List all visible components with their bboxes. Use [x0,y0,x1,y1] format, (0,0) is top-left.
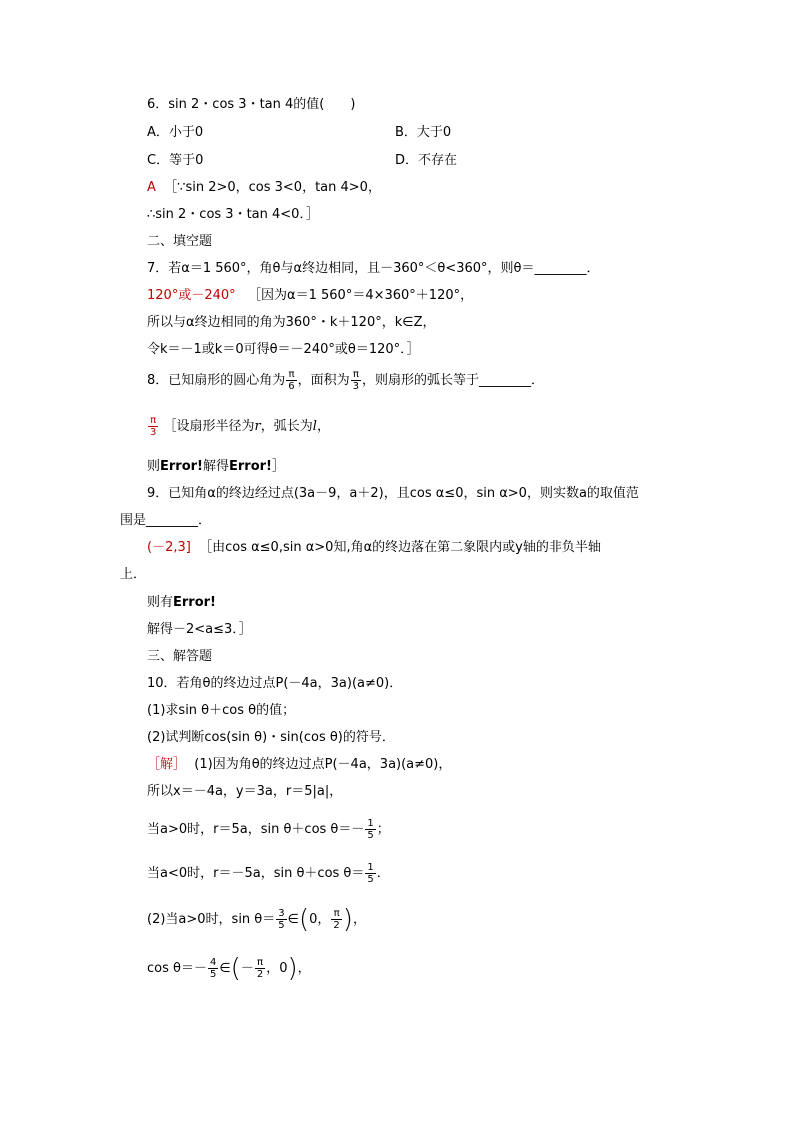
q10-text: ，0 [266,961,288,976]
q8-answer-line [147,415,330,438]
q10-text: ． [376,866,390,881]
fraction-numerator: 3 [278,908,285,919]
q9-explain-1b: 上． [120,567,147,582]
q7-stem: 7．若α＝1 560°，角θ与α终边相同，且－360°＜θ<360°，则θ＝________． [147,261,600,276]
q10-solution-4 [147,862,390,885]
q7-answer-line [147,287,473,305]
q10-fraction [331,908,341,931]
right-paren: ) [287,953,298,984]
q10-solution-2: 所以x＝－4a，y＝3a，r＝5|a|， [147,784,343,799]
fraction-denominator: 6 [288,381,295,392]
q10-text: － [240,961,254,976]
q8-fraction-angle [286,369,296,392]
q8-explain-text: ， [316,419,330,434]
fraction-numerator: 1 [367,818,374,829]
fraction-numerator: π [351,369,361,381]
left-paren: ( [298,904,310,935]
q10-fraction [255,957,265,980]
q10-fraction [365,862,375,885]
q10-text: (2)当a>0时，sin θ＝ [147,912,276,927]
q8-explain-text: 解得 [203,459,230,474]
q7-explain-3: 令k＝－1或k＝0可得θ＝－240°或θ＝120°．］ [147,342,420,357]
q9-explain-2 [147,594,216,612]
fraction-numerator: π [148,415,158,427]
q8-explain-2 [147,458,285,476]
q10-text: 当a>0时，r＝5a，sin θ＋cos θ＝－ [147,822,365,837]
q6-option-b: B．大于0 [395,125,452,140]
q8-stem-c: ，则扇形的弧长等于________． [362,373,545,388]
q10-solution-6 [147,953,311,984]
q8-stem [147,369,544,392]
q10-part-1: (1)求sin θ＋cos θ的值； [147,703,296,718]
q8-answer-fraction [148,415,158,438]
q8-explain-text: 则 [147,459,161,474]
q8-stem-b: ，面积为 [297,373,350,388]
section-fill-in-title: 二、填空题 [147,234,213,249]
q8-var-l: l [312,419,317,434]
q6-stem: 6．sin 2・cos 3・tan 4的值( ) [147,97,356,112]
q10-stem: 10．若角θ的终边过点P(－4a，3a)(a≠0)． [147,676,403,691]
q6-answer-line [147,179,381,197]
q7-explain-1: ［因为α＝1 560°＝4×360°＋120°， [248,288,474,303]
q10-fraction [276,908,286,931]
q10-text: ∈ [219,961,231,976]
fraction-denominator: 2 [333,920,340,931]
q9-stem-2: 围是________． [120,513,212,528]
q8-explain-text: ］ [272,459,286,474]
fraction-denominator: 5 [209,969,217,980]
q7-explain-2: 所以与α终边相同的角为360°・k＋120°，k∈Z， [147,315,436,330]
q10-solution-3 [147,818,390,841]
q9-answer-line [147,539,601,557]
q10-solution-tag: ［解］ [147,757,187,772]
q10-text: ∈ [287,912,299,927]
q10-solution-5 [147,904,366,935]
fraction-denominator: 2 [256,969,264,980]
q10-text: ， [352,912,366,927]
q9-explain-1: ［由cos α≤0,sin α>0知,角α的终边落在第二象限内或y轴的非负半轴 [199,540,601,555]
q10-solution-1: (1)因为角θ的终边过点P(－4a，3a)(a≠0)， [194,757,452,772]
q6-option-d: D．不存在 [395,153,458,168]
fraction-numerator: π [286,369,296,381]
q10-text: 0， [309,912,331,927]
q8-stem-a: 8．已知扇形的圆心角为 [147,373,286,388]
q8-fraction-area [351,369,361,392]
q9-error-field: Error! [173,595,216,610]
q8-explain-text: ，弧长为 [260,419,313,434]
fraction-denominator: 3 [352,381,360,392]
q10-text: ， [297,961,311,976]
fraction-numerator: π [255,957,265,969]
q7-answer: 120°或－240° [147,288,236,303]
right-paren: ) [342,904,353,935]
q6-option-c: C．等于0 [147,153,204,168]
q10-text: cos θ＝－ [147,961,207,976]
q8-error-field: Error! [160,459,203,474]
q8-explain-text: ［设扇形半径为 [163,419,255,434]
fraction-numerator: 4 [209,957,217,968]
q10-text: 当a<0时，r＝－5a，sin θ＋cos θ＝ [147,866,365,881]
fraction-denominator: 5 [278,920,285,931]
section-solution-title: 三、解答题 [147,649,213,664]
q8-error-field: Error! [229,459,272,474]
q10-text: ； [376,822,390,837]
q6-answer: A [147,180,156,195]
q9-explain-3: 解得－2<a≤3．］ [147,622,252,637]
q10-fraction [365,818,375,841]
fraction-denominator: 3 [150,427,157,438]
fraction-denominator: 5 [367,830,374,841]
q6-explain-2: ∴sin 2・cos 3・tan 4<0．］ [147,207,319,222]
q10-part-2: (2)试判断cos(sin θ)・sin(cos θ)的符号． [147,730,395,745]
q8-var-r: r [254,419,261,434]
q9-answer: (－2,3] [147,540,191,555]
q10-fraction [208,957,218,980]
q9-explain-text: 则有 [147,595,174,610]
q6-explain-1: ［∵sin 2>0，cos 3<0，tan 4>0， [164,180,381,195]
left-paren: ( [230,953,241,984]
q6-option-a: A．小于0 [147,125,204,140]
fraction-numerator: π [331,908,341,920]
fraction-numerator: 1 [367,862,374,873]
q10-solution-line-1 [147,756,451,774]
fraction-denominator: 5 [367,874,374,885]
q9-stem-1: 9．已知角α的终边经过点(3a－9，a＋2)，且cos α≤0，sin α>0，则实数a的取值范 [147,486,639,501]
